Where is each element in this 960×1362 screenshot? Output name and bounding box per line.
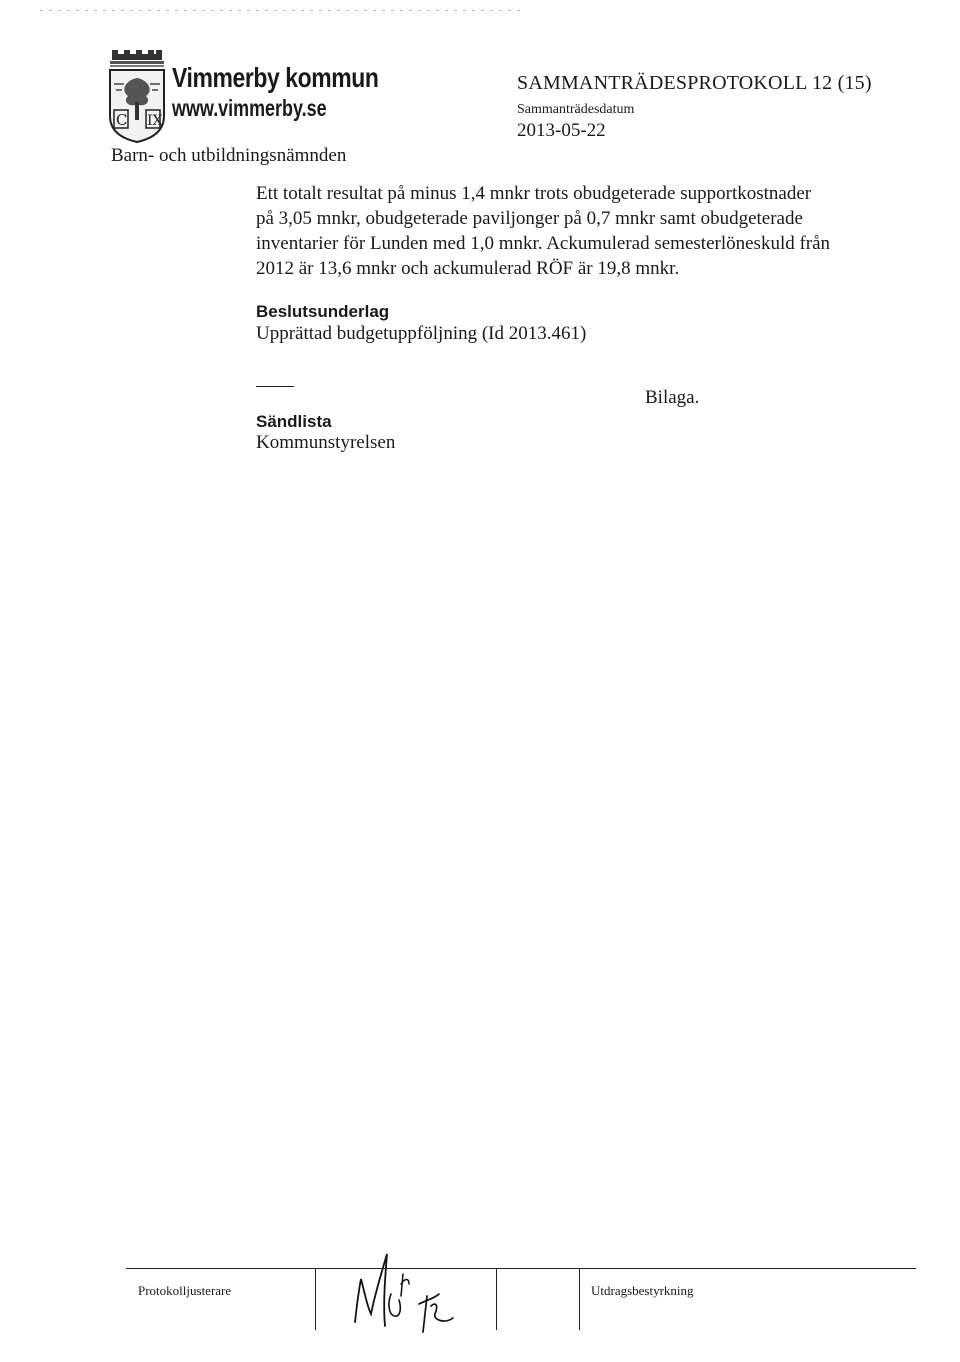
protokolljusterare-label: Protokolljusterare [138, 1283, 232, 1298]
scan-edge [0, 0, 960, 4]
document-title: SAMMANTRÄDESPROTOKOLL 12 (15) [517, 72, 872, 94]
paragraph-line: inventarier för Lunden med 1,0 mnkr. Ackumulerad semesterlöneskuld från [256, 233, 831, 254]
organization-url: www.vimmerby.se [172, 95, 327, 121]
footer-rule [126, 1268, 916, 1269]
paragraph-line: 2012 är 13,6 mnkr och ackumulerad RÖF är 19,8 mnkr. [256, 258, 680, 279]
footer-divider [579, 1268, 580, 1330]
beslutsunderlag-heading: Beslutsunderlag [256, 302, 390, 321]
organization-name: Vimmerby kommun [172, 62, 379, 93]
utdragsbestyrkning-label: Utdragsbestyrkning [591, 1283, 694, 1298]
separator-dash [256, 386, 294, 387]
svg-text:IX: IX [147, 113, 163, 129]
meeting-date-label: Sammanträdesdatum [517, 102, 635, 117]
paragraph-line: på 3,05 mnkr, obudgeterade paviljonger på 0,7 mnkr samt obudgeterade [256, 208, 803, 229]
sandlista-text: Kommunstyrelsen [256, 432, 396, 453]
committee-name: Barn- och utbildningsnämnden [111, 145, 347, 166]
sandlista-heading: Sändlista [256, 412, 332, 431]
beslutsunderlag-text: Upprättad budgetuppföljning (Id 2013.461) [256, 323, 587, 344]
footer-divider [496, 1268, 497, 1330]
meeting-date: 2013-05-22 [517, 120, 606, 141]
bilaga-note: Bilaga. [645, 387, 700, 408]
result-paragraph [256, 181, 896, 281]
municipal-crest-logo [106, 50, 168, 144]
handwritten-signature [335, 1234, 495, 1334]
footer-divider [315, 1268, 316, 1330]
paragraph-line: Ett totalt resultat på minus 1,4 mnkr trots obudgeterade supportkostnader [256, 183, 812, 204]
svg-text:C: C [116, 111, 128, 129]
